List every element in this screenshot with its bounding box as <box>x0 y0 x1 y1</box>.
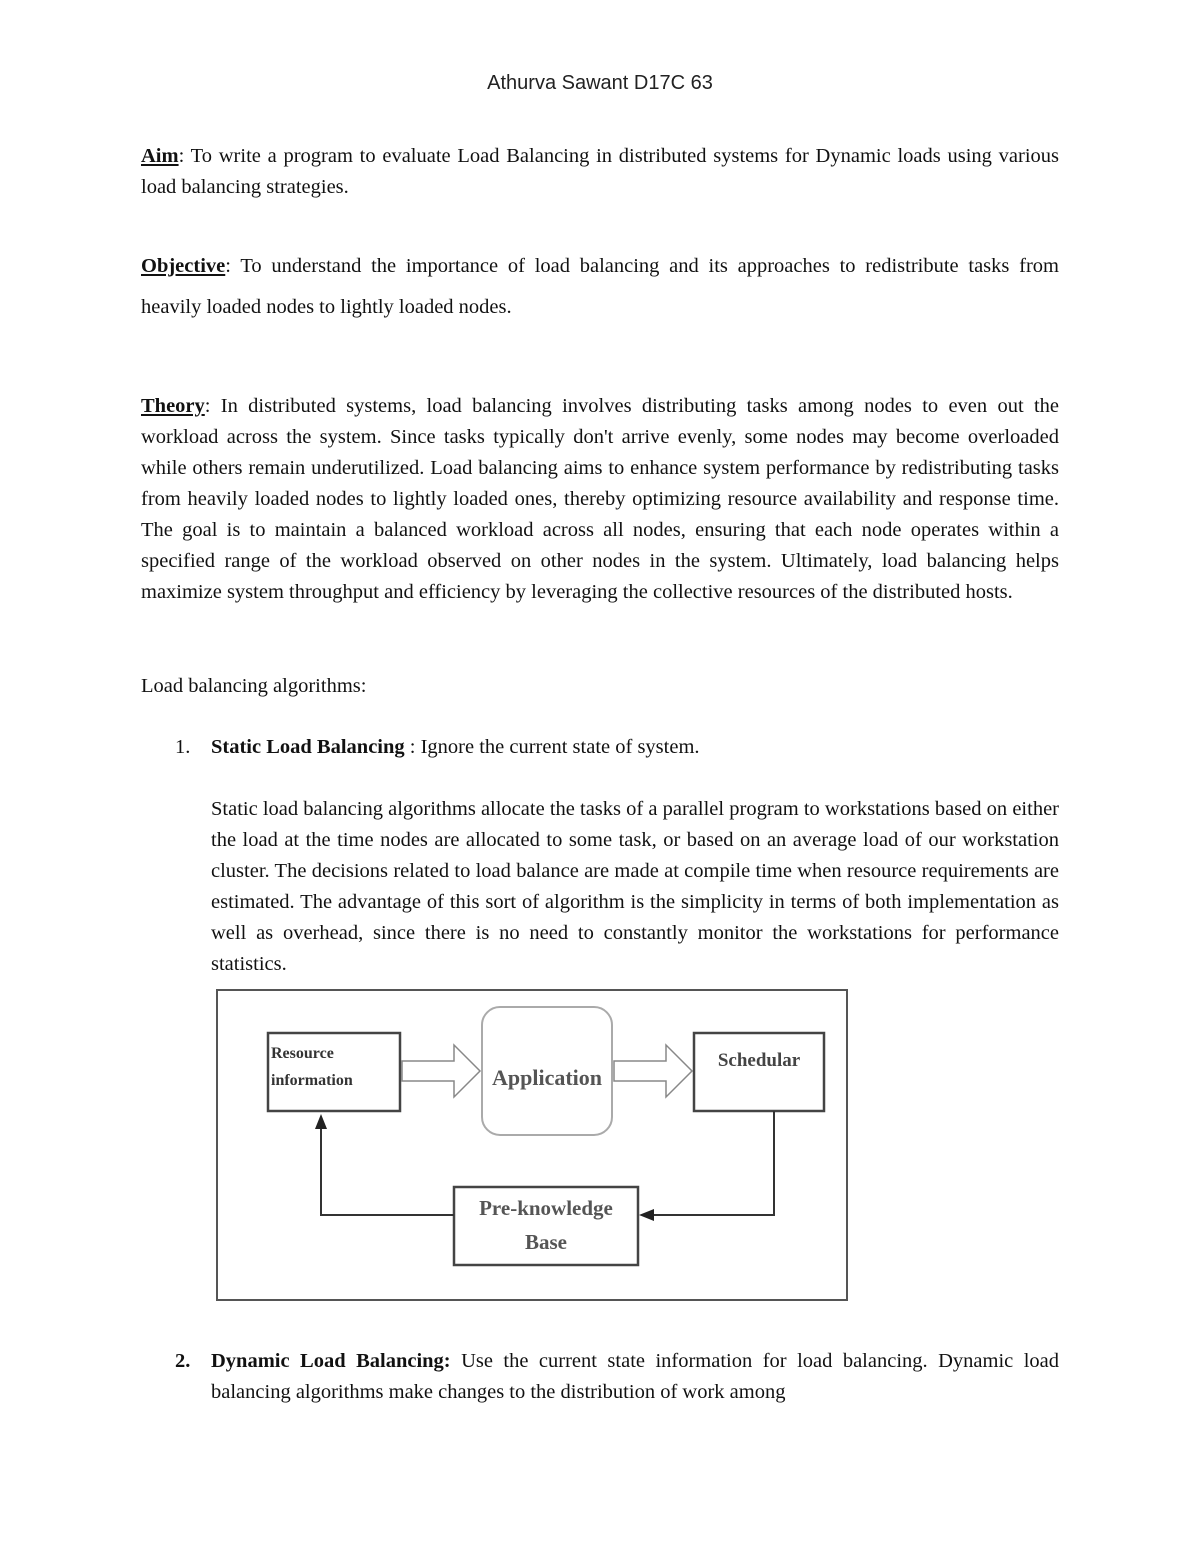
aim-text: : To write a program to evaluate Load Balancing in distributed systems for Dynamic loads using various load balancing strategies. <box>141 145 1059 198</box>
resource-label-line2: information <box>271 1072 353 1089</box>
arrow-resource-to-application-icon <box>402 1045 480 1097</box>
objective-label: Objective <box>141 255 226 277</box>
application-label: Application <box>491 1065 603 1090</box>
aim-label: Aim <box>141 145 179 167</box>
static-heading: Static Load Balancing <box>211 736 405 758</box>
static-detail: Static load balancing algorithms allocate the tasks of a parallel program to workstations based on either the load at the time nodes are allocated to some task, or based on an average load of our workstation cluster. The decisions related to load balance are made at compile time when resource requirements are estimated. The advantage of this sort of algorithm is the simplicity in terms of both implementation as well as overhead, since there is no need to constantly monitor the workstations for performance statistics. <box>211 798 1059 975</box>
list-item-static <box>141 732 1059 980</box>
connector-base-to-resource <box>321 1125 454 1215</box>
static-summary <box>211 732 1059 763</box>
theory-text: : In distributed systems, load balancing involves distributing tasks among nodes to even out the workload across the system. Since tasks typically don't arrive evenly, some nodes may become overloaded while others remain underutilized. Load balancing aims to enhance system performance by redistributing tasks from heavily loaded nodes to lightly loaded ones, thereby optimizing resource availability and response time. The goal is to maintain a balanced workload across all nodes, ensuring that each node operates within a specified range of the workload observed on other nodes in the system. Ultimately, load balancing helps maximize system throughput and efficiency by leveraging the collective resources of the distributed hosts. <box>141 395 1059 603</box>
list-item-dynamic <box>141 1346 1059 1408</box>
arrow-application-to-scheduler-icon <box>614 1045 692 1097</box>
theory-label: Theory <box>141 395 205 417</box>
preknowledge-label-line2: Base <box>525 1230 567 1254</box>
objective-paragraph <box>141 246 1059 328</box>
diagram-svg <box>218 991 850 1303</box>
dynamic-text: Use the current state information for load balancing. Dynamic load balancing algorithms make changes to the distribution of work among <box>211 1350 1059 1403</box>
list-number: 2. <box>175 1350 191 1372</box>
page-header: Athurva Sawant D17C 63 <box>487 72 713 94</box>
scheduler-box <box>694 1033 824 1111</box>
preknowledge-label-line1: Pre-knowledge <box>479 1196 613 1220</box>
aim-paragraph <box>141 141 1059 203</box>
resource-label-line1: Resource <box>271 1045 334 1062</box>
algorithms-intro: Load balancing algorithms: <box>141 675 367 697</box>
static-summary-text: : Ignore the current state of system. <box>404 736 700 758</box>
scheduler-label: Schedular <box>717 1050 801 1071</box>
arrowhead-to-resource-icon <box>315 1114 327 1129</box>
list-number: 1. <box>175 736 191 758</box>
connector-scheduler-to-base <box>650 1111 774 1215</box>
static-load-balancing-diagram <box>216 989 848 1301</box>
dynamic-heading: Dynamic Load Balancing: <box>211 1350 451 1372</box>
objective-text: : To understand the importance of load balancing and its approaches to redistribute tasks from heavily loaded nodes to lightly loaded nodes. <box>141 255 1059 318</box>
arrowhead-to-base-icon <box>639 1209 654 1221</box>
theory-paragraph <box>141 391 1059 608</box>
